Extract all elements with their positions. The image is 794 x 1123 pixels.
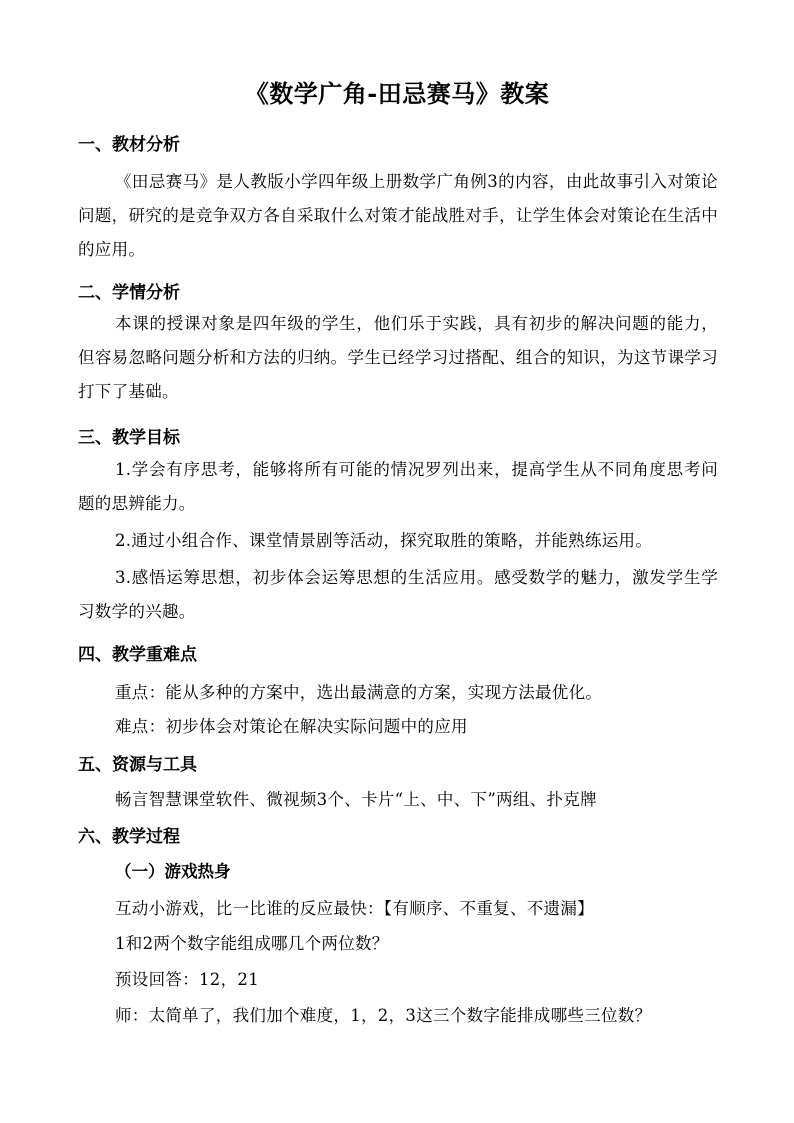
section-heading-teaching-process: 六、教学过程	[78, 827, 180, 847]
section-heading-resources: 五、资源与工具	[78, 755, 197, 775]
subsection-heading-warmup: （一）游戏热身	[115, 862, 231, 881]
section-heading-key-points: 四、教学重难点	[78, 645, 197, 665]
resources-text: 畅言智慧课堂软件、微视频3个、卡片“上、中、下”两组、扑克牌	[115, 790, 597, 809]
difficulty-point-text: 难点：初步体会对策论在解决实际问题中的应用	[115, 717, 468, 736]
section-heading-teaching-material: 一、教材分析	[78, 135, 180, 155]
teaching-goal-1: 1.学会有序思考，能够将所有可能的情况罗列出来，提高学生从不同角度思考问题的思辨能力。	[78, 460, 718, 513]
section-heading-student-analysis: 二、学情分析	[78, 283, 180, 303]
section-heading-teaching-goals: 三、教学目标	[78, 428, 180, 448]
key-point-text: 重点：能从多种的方案中，选出最满意的方案，实现方法最优化。	[115, 683, 603, 702]
document-title: 《数学广角-田忌赛马》教案	[244, 79, 550, 108]
process-line-3: 预设回答：12，21	[115, 970, 259, 989]
process-line-2: 1和2两个数字能组成哪几个两位数？	[115, 934, 389, 953]
teaching-goal-2: 2.通过小组合作、课堂情景剧等活动，探究取胜的策略，并能熟练运用。	[115, 531, 653, 550]
section-body-student-analysis: 本课的授课对象是四年级的学生，他们乐于实践，具有初步的解决问题的能力，但容易忽略问题分析和方法的归纳。学生已经学习过搭配、组合的知识，为这节课学习打下了基础。	[78, 314, 718, 401]
process-line-4: 师：太简单了，我们加个难度，1，2，3这三个数字能排成哪些三位数？	[115, 1006, 652, 1025]
section-body-teaching-material: 《田忌赛马》是人教版小学四年级上册数学广角例3的内容，由此故事引入对策论问题，研究的是竞争双方各自采取什么对策才能战胜对手，让学生体会对策论在生活中的应用。	[78, 172, 718, 259]
process-line-1: 互动小游戏，比一比谁的反应最快：【有顺序、不重复、不遗漏】	[115, 899, 594, 918]
teaching-goal-3: 3.感悟运筹思想，初步体会运筹思想的生活应用。感受数学的魅力，激发学生学习数学的兴趣。	[78, 568, 718, 621]
